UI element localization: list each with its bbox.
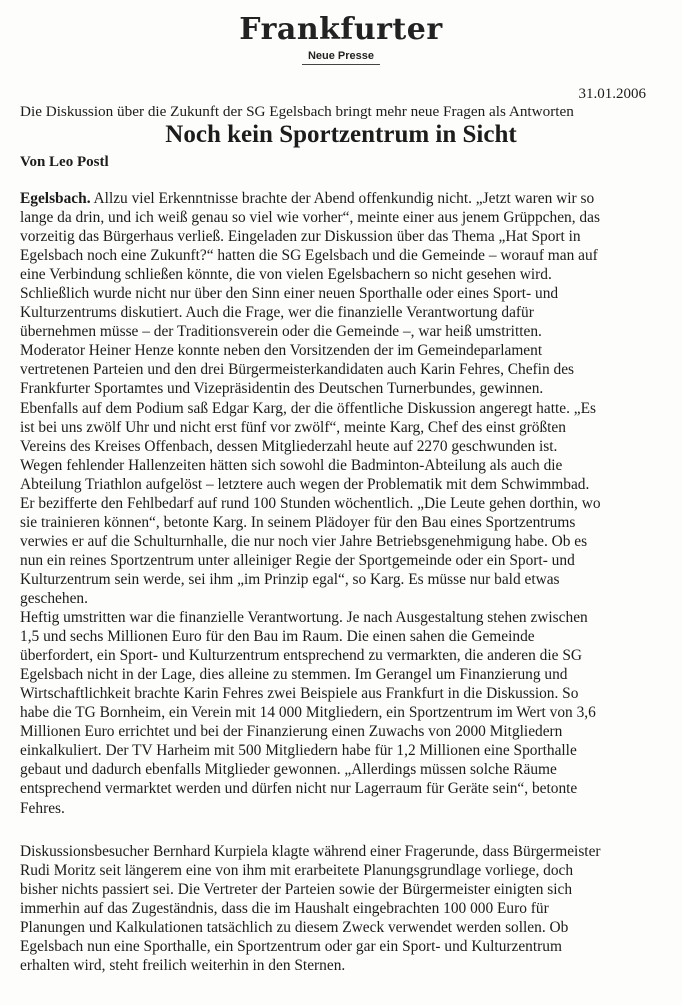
article-line: Fehres. — [20, 799, 65, 817]
article-line: gebaut und dadurch ebenfalls Mitglieder gewonnen. „Allerdings müssen solche Räume — [20, 761, 557, 779]
article-line: Ebenfalls auf dem Podium saß Edgar Karg, der die öffentliche Diskussion angeregt hatte. „Es — [20, 399, 596, 417]
article-line: Kulturzentrums diskutiert. Auch die Frage, wer die finanzielle Verantwortung dafür — [20, 304, 534, 322]
article-line: 1,5 und sechs Millionen Euro für den Bau im Raum. Die einen sahen die Gemeinde — [20, 628, 535, 646]
article-line: habe die TG Bornheim, ein Verein mit 14 000 Mitgliedern, ein Sportzentrum im Wert von 3,6 — [20, 704, 596, 722]
article-body — [20, 189, 670, 975]
article-line: Abteilung Triathlon aufgelöst – letztere auch wegen der Problematik mit dem Schwimmbad. — [20, 475, 590, 493]
masthead — [0, 14, 682, 65]
article-line: Vereins des Kreises Offenbach, dessen Mitgliederzahl heute auf 2270 geschwunden ist. — [20, 437, 558, 455]
article-line: Schließlich wurde nicht nur über den Sinn einer neuen Sporthalle oder eines Sport- und — [20, 285, 559, 303]
article-byline: Von Leo Postl — [20, 154, 109, 170]
article-line: Wirtschaftlichkeit brachte Karin Fehres zwei Beispiele aus Frankfurt in die Diskussion. So — [20, 685, 579, 703]
article-line: nun ein reines Sportzentrum unter alleiniger Regie der Sportgemeinde oder ein Sport- und — [20, 551, 575, 569]
article-line: Frankfurter Sportamtes und Vizepräsidentin des Deutschen Turnerbundes, gewinnen. — [20, 380, 544, 398]
article-line: Egelsbach noch eine Zukunft?“ hatten die SG Egelsbach und die Gemeinde – worauf man auf — [20, 247, 598, 265]
paragraph-gap — [20, 818, 670, 842]
article-line: Moderator Heiner Henze konnte neben den Vorsitzenden der im Gemeindeparlament — [20, 342, 543, 360]
article-line: übernehmen müsse – der Traditionsverein oder die Gemeinde –, war heiß umstritten. — [20, 323, 542, 341]
article-line: eine Verbindung schließen könnte, die von vielen Egelsbachern so nicht gesehen wird. — [20, 266, 552, 284]
article-line: entsprechend vermarktet werden und dürfen nicht nur Lagerraum für Geräte sein“, betonte — [20, 780, 578, 798]
article-line: einkalkuliert. Der TV Harheim mit 500 Mitgliedern habe für 1,2 Millionen eine Sporthalle — [20, 742, 577, 760]
article-line: Diskussionsbesucher Bernhard Kurpiela klagte während einer Fragerunde, dass Bürgermeister — [20, 842, 601, 860]
article-line: bisher nichts passiert sei. Die Vertreter der Parteien sowie der Bürgermeister einigten sich — [20, 880, 573, 898]
article-line: sie trainieren können“, betonte Karg. In seinem Plädoyer für den Bau eines Sportzentrums — [20, 513, 576, 531]
article-line: Rudi Moritz seit längerem eine von ihm mit erarbeitete Planungsgrundlage vorliege, doch — [20, 861, 574, 879]
article-line: Egelsbach nicht in der Lage, dies alleine zu stemmen. Im Gerangel um Finanzierung und — [20, 666, 568, 684]
article-line — [20, 189, 670, 208]
article-line: Er bezifferte den Fehlbedarf auf rund 100 Stunden wöchentlich. „Die Leute gehen dorthin, wo — [20, 494, 601, 512]
article-line-text: Allzu viel Erkenntnisse brachte der Abend offenkundig nicht. „Jetzt waren wir so — [90, 190, 595, 207]
article-line: Egelsbach nun eine Sporthalle, ein Sportzentrum oder gar ein Sport- und Kulturzentrum — [20, 937, 562, 955]
article-line: vorzeitig das Bürgerhaus verließ. Eingeladen zur Diskussion über das Thema „Hat Sport in — [20, 228, 581, 246]
article-line: Wegen fehlender Hallenzeiten hätten sich sowohl die Badminton-Abteilung als auch die — [20, 456, 563, 474]
article-headline: Noch kein Sportzentrum in Sicht — [165, 121, 517, 148]
article-line: überfordert, ein Sport- und Kulturzentrum entsprechend zu vermarkten, die anderen die SG — [20, 647, 582, 665]
masthead-subtitle: Neue Presse — [302, 50, 380, 65]
article-line: Planungen und Kalkulationen tatsächlich zu diesem Zweck verwendet werden sollen. Ob — [20, 918, 569, 936]
article-line: geschehen. — [20, 589, 88, 607]
article-line: verwies er auf die Schulturnhalle, die nur noch vier Jahre Betriebsgenehmigung habe. Ob es — [20, 532, 588, 550]
article-line: vertretenen Parteien und den drei Bürgermeisterkandidaten auch Karin Fehres, Chefin des — [20, 361, 575, 379]
dateline-place: Egelsbach. — [20, 190, 91, 207]
masthead-title: Frankfurter — [239, 12, 443, 47]
article-line: Millionen Euro errichtet und bei der Finanzierung einen Zuwachs von 2000 Mitgliedern — [20, 723, 563, 741]
article-date: 31.01.2006 — [578, 86, 646, 102]
article-line: erhalten wird, steht freilich weiterhin in den Sternen. — [20, 956, 346, 974]
article-line: Heftig umstritten war die finanzielle Verantwortung. Je nach Ausgestaltung stehen zwischen — [20, 609, 588, 627]
article-line: immerhin auf das Zugeständnis, dass die im Haushalt eingebrachten 100 000 Euro für — [20, 899, 549, 917]
article-line: ist bei uns zwölf Uhr und nicht erst fünf vor zwölf“, meinte Karg, Chef des einst größten — [20, 418, 566, 436]
article-line: lange da drin, und ich weiß genau so viel wie vorher“, meinte einer aus jenem Grüppchen, das — [20, 209, 600, 227]
article-kicker: Die Diskussion über die Zukunft der SG Egelsbach bringt mehr neue Fragen als Antworten — [20, 103, 574, 120]
article-line: Kulturzentrum sein werde, sei ihm „im Prinzip egal“, so Karg. Es müsse nur bald etwas — [20, 570, 560, 588]
